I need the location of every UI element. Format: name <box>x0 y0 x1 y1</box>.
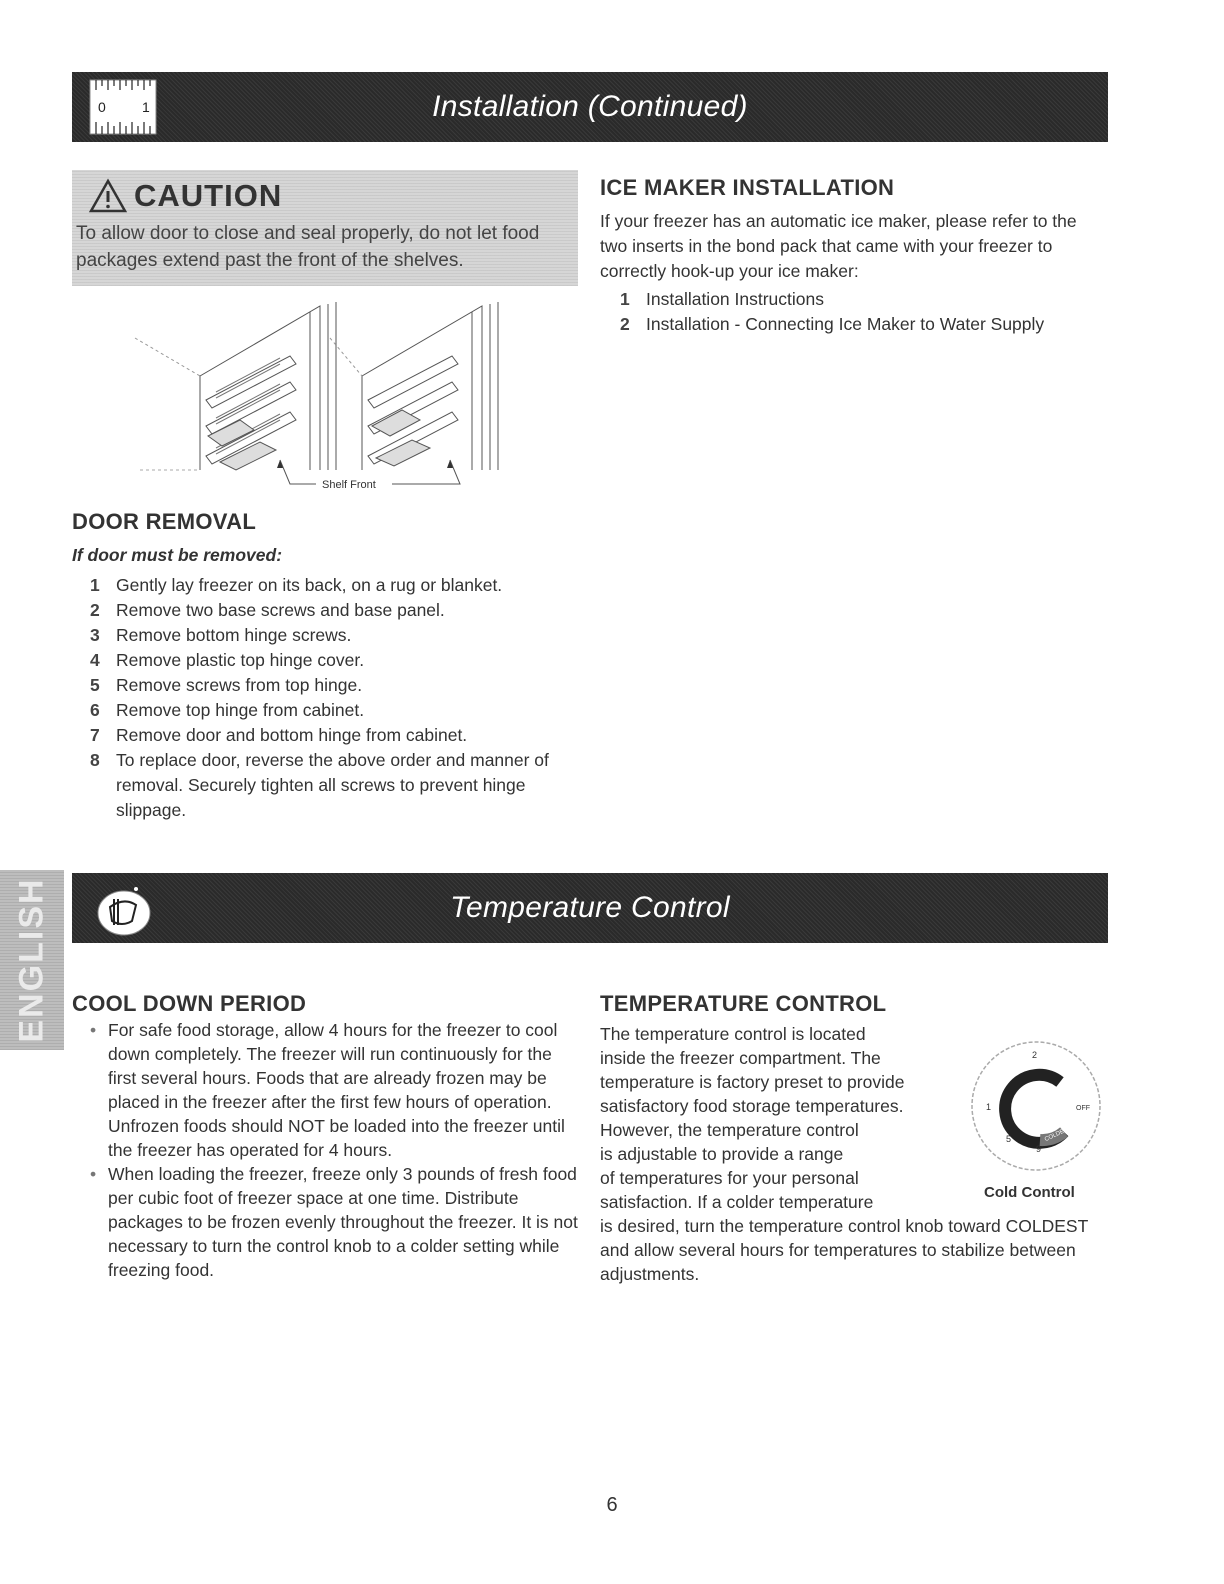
caution-text: To allow door to close and seal properly, do not let food packages extend past the front of the shelves. <box>76 223 540 271</box>
list-item: 1 Gently lay freezer on its back, on a rug or blanket. <box>90 575 503 595</box>
thermometer-hand-icon <box>84 877 162 939</box>
list-item: 4 Remove plastic top hinge cover. <box>90 650 365 670</box>
list-item: 3 Remove bottom hinge screws. <box>90 625 352 645</box>
ice-maker-text: If your freezer has an automatic ice maker, please refer to the two inserts in the bond pack that came with your freezer to correctly hook-up your ice maker: <box>600 211 1077 281</box>
list-item: 6 Remove top hinge from cabinet. <box>90 700 365 720</box>
ruler-icon <box>84 76 162 138</box>
ice-maker-heading: ICE MAKER INSTALLATION <box>600 175 895 200</box>
cool-down-bullets <box>86 1018 580 1282</box>
door-removal-steps <box>90 573 570 823</box>
cool-down-heading: COOL DOWN PERIOD <box>72 991 307 1016</box>
warning-triangle-icon <box>88 178 128 214</box>
door-removal-heading: DOOR REMOVAL <box>72 509 257 534</box>
list-item: • For safe food storage, allow 4 hours for the freezer to cool down completely. The freezer will run continuously for the first several hours. Foods that are already frozen may be placed in the freezer after the first few hours of operation. Unfrozen foods should NOT be loaded into the freezer until the freezer has operated for 4 hours. <box>86 1018 580 1162</box>
svg-text:0: 0 <box>98 99 106 115</box>
banner-title: Installation (Continued) <box>432 90 748 123</box>
list-item: • When loading the freezer, freeze only 3 pounds of fresh food per cubic foot of freezer space at one time. Distribute packages to be frozen evenly throughout the freezer. It is not necessary to turn the control knob to a colder setting while freezing food. <box>86 1162 580 1282</box>
temperature-banner <box>72 873 1108 943</box>
dial-mark-off: OFF <box>1076 1105 1090 1112</box>
dial-mark-left: 1 <box>986 1102 992 1112</box>
list-item: 5 Remove screws from top hinge. <box>90 675 363 695</box>
caution-box <box>72 170 578 286</box>
cold-control-dial <box>960 1032 1110 1180</box>
temperature-control-text: The temperature control is located inside the freezer compartment. The temperature is factory preset to provide satisfactory food storage temperatures. However, the temperature control is adjustable to provide a range of temperatures for your personal satisfaction. If a colder temperature is desired, turn the temperature control knob toward COLDEST and allow several hours for temperatures to stabilize between adjustments. <box>600 1024 1088 1284</box>
ice-maker-steps <box>620 287 1120 337</box>
installation-banner <box>72 72 1108 142</box>
list-item: 8 To replace door, reverse the above order and manner of removal. Securely tighten all screws to prevent hinge slippage. <box>90 750 549 820</box>
dial-mark-top: 2 <box>1032 1050 1038 1060</box>
shelf-front-illustration <box>130 298 520 498</box>
list-item: 2 Installation - Connecting Ice Maker to Water Supply <box>620 314 1045 334</box>
dial-mark-bottom-left: 5 <box>1006 1134 1012 1144</box>
temperature-control-heading: TEMPERATURE CONTROL <box>600 991 887 1016</box>
list-item: 1 Installation Instructions <box>620 289 825 309</box>
banner-title: Temperature Control <box>450 891 730 924</box>
side-tab-label: ENGLISH <box>12 877 51 1043</box>
list-item: 7 Remove door and bottom hinge from cabinet. <box>90 725 468 745</box>
dial-mark-bottom: 9 <box>1036 1144 1042 1154</box>
door-removal-subheading: If door must be removed: <box>72 545 283 565</box>
caution-title: CAUTION <box>134 178 283 213</box>
dial-band-label: COLDEST <box>1043 1125 1073 1144</box>
dial-caption: Cold Control <box>984 1184 1075 1201</box>
shelf-front-label: Shelf Front <box>322 479 376 491</box>
language-side-tab <box>0 870 64 1050</box>
svg-text:1: 1 <box>142 99 150 115</box>
list-item: 2 Remove two base screws and base panel. <box>90 600 445 620</box>
page-number: 6 <box>606 1494 618 1516</box>
